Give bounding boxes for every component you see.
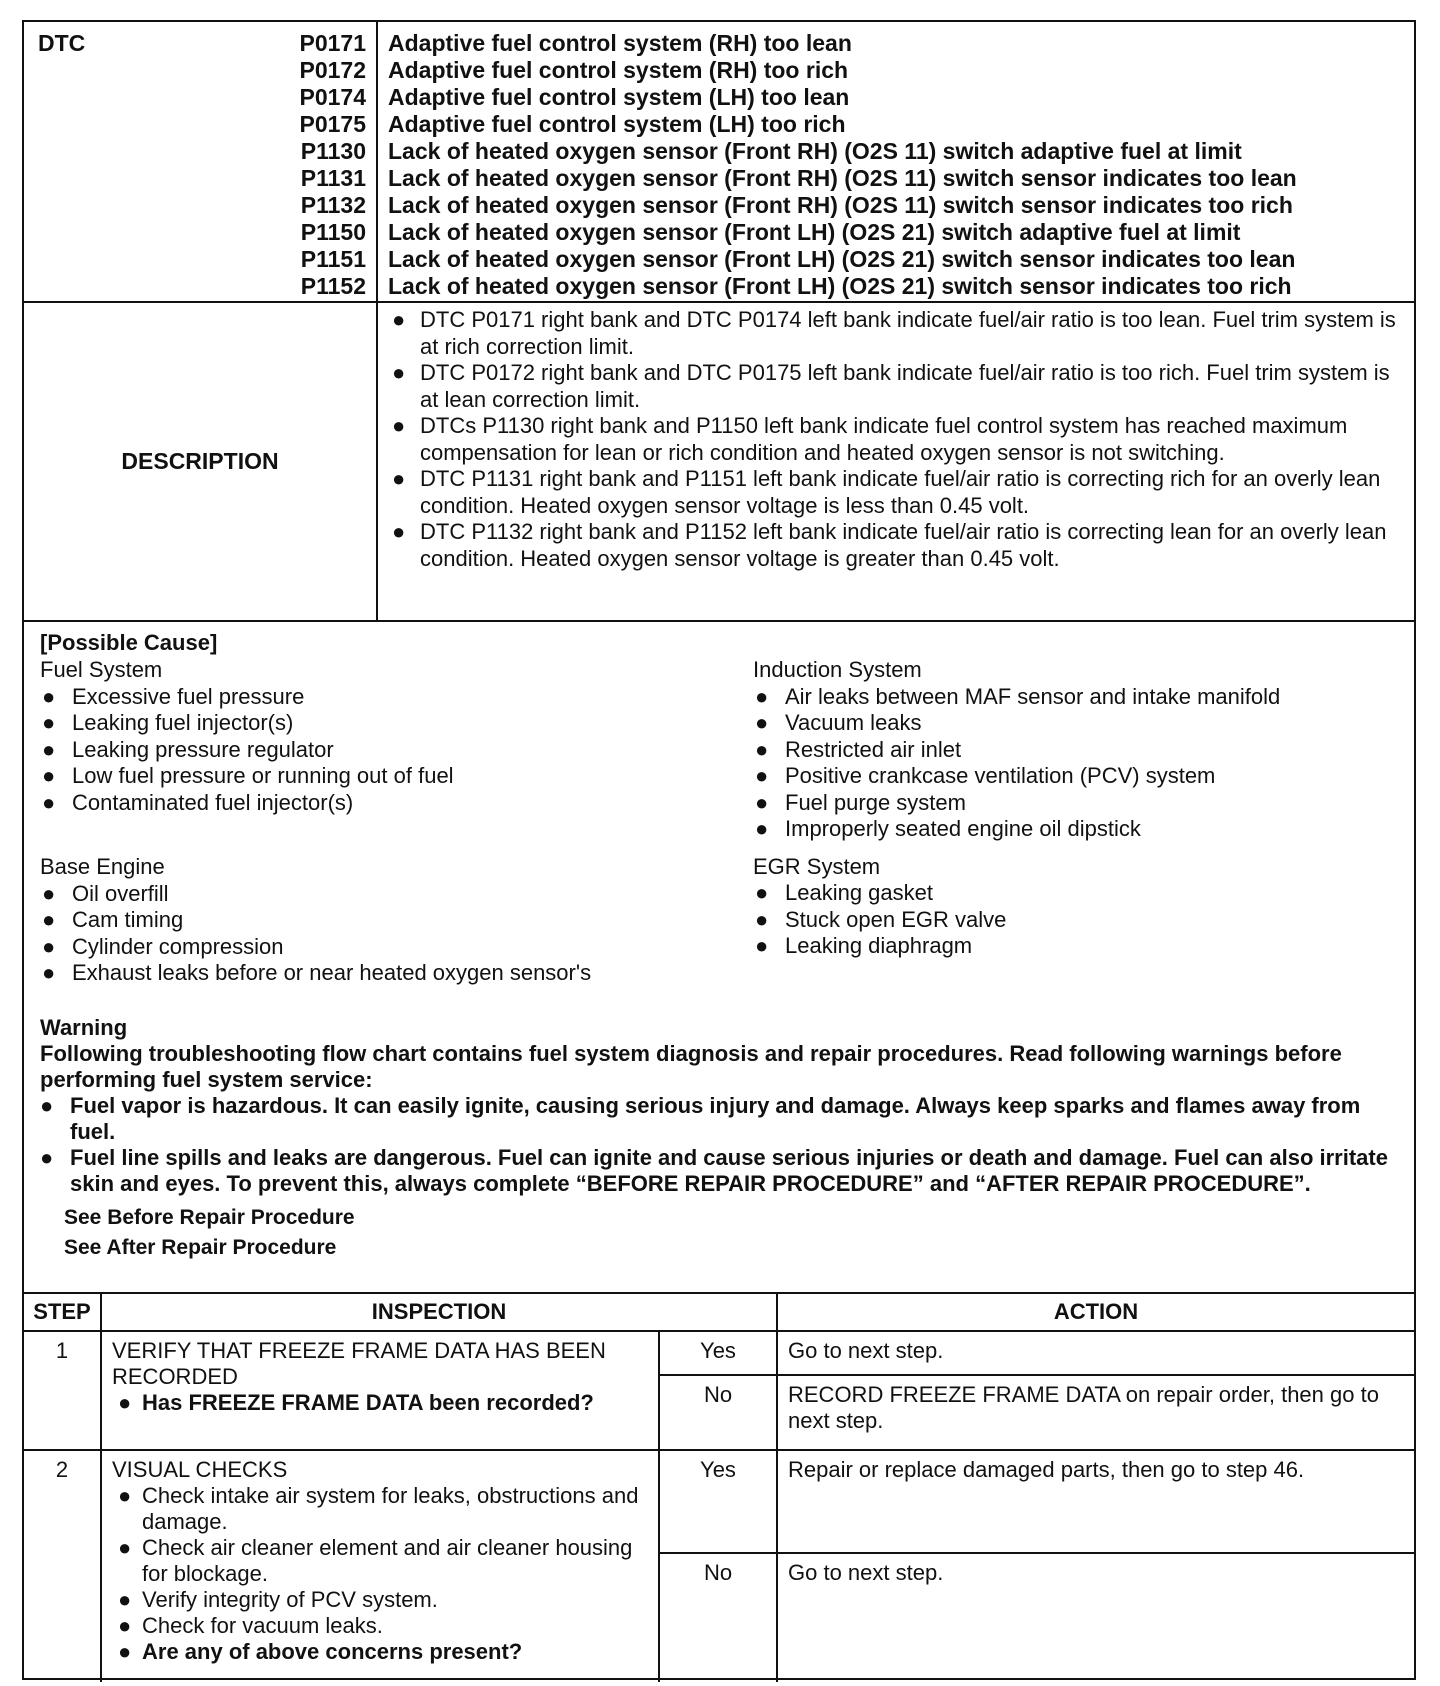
- bullet-icon: ●: [755, 880, 769, 905]
- list-item: [40, 934, 680, 961]
- bullet-icon: ●: [118, 1535, 132, 1560]
- list-item: [753, 907, 1393, 934]
- cause-text: Air leaks between MAF sensor and intake manifold: [785, 683, 1281, 709]
- list-item: [40, 790, 680, 817]
- cause-text: Stuck open EGR valve: [785, 906, 1007, 932]
- description-text: DTC P1131 right bank and P1151 left bank indicate fuel/air ratio is correcting rich for an overly lean condition. Heated oxygen sensor voltage is less than 0.45 volt.: [420, 466, 1381, 518]
- description-text: DTC P1132 right bank and P1152 left bank indicate fuel/air ratio is correcting lean for an overly lean condition. Heated oxygen sensor voltage is greater than 0.45 volt.: [420, 519, 1387, 571]
- bullet-icon: ●: [392, 413, 406, 438]
- warning-title: Warning: [40, 1015, 128, 1040]
- cause-group-base-engine: [40, 854, 680, 987]
- dtc-code: P1132: [300, 192, 366, 218]
- cause-text: Low fuel pressure or running out of fuel: [72, 763, 454, 788]
- no-action: Go to next step.: [776, 1552, 1414, 1682]
- dtc-code: P1152: [300, 273, 366, 299]
- dtc-label: DTC: [38, 30, 86, 56]
- cause-text: Leaking gasket: [785, 880, 933, 905]
- list-item: [753, 790, 1393, 817]
- cause-text: Restricted air inlet: [785, 736, 962, 762]
- bullet-icon: ●: [755, 789, 769, 815]
- list-item: [40, 1093, 1390, 1145]
- cause-text: Cam timing: [72, 907, 184, 932]
- dtc-code: P0171: [299, 30, 366, 56]
- bullet-icon: ●: [755, 816, 769, 841]
- no-label: No: [658, 1376, 776, 1451]
- description-text: DTC P0172 right bank and DTC P0175 left bank indicate fuel/air ratio is too rich. Fuel trim system is at lean correction limit.: [420, 360, 1390, 412]
- bullet-icon: ●: [40, 1093, 54, 1118]
- bullet-icon: ●: [42, 933, 56, 959]
- dtc-code-list: [224, 30, 366, 300]
- inspection-title: VERIFY THAT FREEZE FRAME DATA HAS BEEN RECORDED: [112, 1338, 606, 1389]
- bullet-icon: ●: [42, 710, 56, 735]
- list-item: [40, 763, 680, 790]
- list-item: [40, 684, 680, 711]
- dtc-text: Lack of heated oxygen sensor (Front LH) (O2S 21) switch sensor indicates too lean: [388, 246, 1296, 272]
- cause-text: Positive crankcase ventilation (PCV) system: [785, 763, 1216, 788]
- cause-text: Improperly seated engine oil dipstick: [785, 816, 1141, 841]
- dtc-text: Adaptive fuel control system (RH) too lean: [388, 30, 852, 56]
- check-text: Check for vacuum leaks.: [142, 1613, 383, 1638]
- bullet-icon: ●: [42, 880, 56, 906]
- check-text: Check air cleaner element and air cleaner housing for blockage.: [142, 1535, 633, 1586]
- cause-group-title: Induction System: [753, 657, 922, 682]
- bullet-icon: ●: [118, 1390, 132, 1415]
- inspection-cell: [100, 1332, 658, 1451]
- cause-group-title: Base Engine: [40, 854, 165, 879]
- warning-intro: Following troubleshooting flow chart contains fuel system diagnosis and repair procedures. Read following warnings before performing fuel system service:: [40, 1041, 1342, 1092]
- before-repair-procedure-link[interactable]: See Before Repair Procedure: [64, 1206, 355, 1229]
- yes-action: Repair or replace damaged parts, then go to step 46.: [776, 1451, 1414, 1552]
- description-list: [390, 307, 1402, 572]
- column-divider: [376, 22, 378, 301]
- no-label: No: [658, 1552, 776, 1682]
- bullet-icon: ●: [118, 1483, 132, 1508]
- possible-cause-section: [40, 630, 1400, 1310]
- list-item: [390, 519, 1402, 572]
- list-item: [753, 816, 1393, 843]
- list-item: [753, 763, 1393, 790]
- cause-text: Excessive fuel pressure: [72, 683, 305, 709]
- warning-text: Fuel line spills and leaks are dangerous. Fuel can ignite and cause serious injuries or death and damage. Fuel can also irritate skin and eyes. To prevent this, always complete “BEFORE REPAIR PROCEDURE” and “AFTER REPAIR PROCEDURE”.: [70, 1145, 1388, 1196]
- cause-column-right: [753, 657, 1393, 960]
- step-number: 2: [55, 1457, 69, 1482]
- bullet-icon: ●: [392, 307, 406, 332]
- list-item: [753, 933, 1393, 960]
- dtc-code: P1130: [300, 138, 366, 164]
- bullet-icon: ●: [392, 466, 406, 491]
- bullet-icon: ●: [42, 960, 56, 985]
- cause-group-title: Fuel System: [40, 657, 163, 682]
- question-text: Are any of above concerns present?: [142, 1639, 523, 1664]
- warning-text: Fuel vapor is hazardous. It can easily ignite, causing serious injury and damage. Always keep sparks and flames away from fuel.: [70, 1093, 1361, 1144]
- bullet-icon: ●: [392, 360, 406, 385]
- cause-text: Exhaust leaks before or near heated oxygen sensor's: [72, 960, 592, 985]
- list-item: [40, 881, 680, 908]
- cause-group-induction-system: [753, 657, 1393, 843]
- cause-text: Leaking diaphragm: [785, 933, 973, 958]
- inspection-check: [112, 1535, 648, 1587]
- cause-column-left: [40, 657, 680, 987]
- dtc-text: Lack of heated oxygen sensor (Front LH) (O2S 21) switch adaptive fuel at limit: [388, 219, 1241, 245]
- dtc-code: P1150: [300, 219, 366, 245]
- dtc-text: Adaptive fuel control system (LH) too rich: [388, 111, 846, 137]
- yes-action: Go to next step.: [776, 1332, 1414, 1376]
- dtc-text: Lack of heated oxygen sensor (Front LH) (O2S 21) switch sensor indicates too rich: [388, 273, 1292, 299]
- list-item: [753, 710, 1393, 737]
- dtc-code: P1151: [300, 246, 366, 272]
- cause-group-title: EGR System: [753, 853, 881, 879]
- no-action: RECORD FREEZE FRAME DATA on repair order, then go to next step.: [776, 1376, 1414, 1451]
- cause-text: Contaminated fuel injector(s): [72, 789, 354, 815]
- cause-text: Leaking pressure regulator: [72, 736, 334, 762]
- bullet-icon: ●: [755, 736, 769, 762]
- dtc-code: P1131: [300, 165, 366, 191]
- bullet-icon: ●: [42, 736, 56, 762]
- bullet-icon: ●: [392, 519, 406, 544]
- bullet-icon: ●: [755, 710, 769, 735]
- bullet-icon: ●: [40, 1145, 54, 1170]
- bullet-icon: ●: [42, 683, 56, 709]
- question-text: Has FREEZE FRAME DATA been recorded?: [142, 1390, 594, 1415]
- header-action: ACTION: [776, 1294, 1414, 1332]
- inspection-check: [112, 1613, 648, 1639]
- cause-text: Leaking fuel injector(s): [72, 710, 294, 735]
- dtc-text: Adaptive fuel control system (RH) too rich: [388, 57, 849, 83]
- header-step: STEP: [24, 1294, 100, 1332]
- inspection-cell: [100, 1451, 658, 1682]
- list-item: [390, 413, 1402, 466]
- dtc-text: Lack of heated oxygen sensor (Front RH) (O2S 11) switch sensor indicates too rich: [388, 192, 1293, 218]
- list-item: [390, 307, 1402, 360]
- list-item: [40, 710, 680, 737]
- list-item: [40, 960, 680, 987]
- yes-label: Yes: [658, 1332, 776, 1376]
- inspection-check: [112, 1483, 648, 1535]
- list-item: [40, 907, 680, 934]
- after-repair-procedure-link[interactable]: See After Repair Procedure: [64, 1236, 337, 1259]
- list-item: [40, 1145, 1390, 1197]
- bullet-icon: ●: [42, 789, 56, 815]
- step-number: 1: [24, 1332, 100, 1451]
- service-manual-page: [22, 20, 1416, 1680]
- description-section: [24, 303, 1414, 622]
- bullet-icon: ●: [118, 1613, 132, 1638]
- bullet-icon: ●: [118, 1639, 132, 1664]
- description-text: DTCs P1130 right bank and P1150 left bank indicate fuel control system has reached maximum compensation for lean or rich condition and heated oxygen sensor is not switching.: [420, 413, 1348, 465]
- bullet-icon: ●: [42, 907, 56, 932]
- list-item: [753, 737, 1393, 764]
- yes-label: Yes: [658, 1451, 776, 1552]
- cause-text: Fuel purge system: [785, 789, 966, 815]
- dtc-description-list: [388, 30, 1297, 300]
- list-item: [753, 880, 1393, 907]
- inspection-question: [112, 1639, 648, 1665]
- dtc-section: [24, 22, 1414, 303]
- bullet-icon: ●: [755, 683, 769, 709]
- list-item: [753, 684, 1393, 711]
- check-text: Verify integrity of PCV system.: [142, 1587, 438, 1612]
- cause-group-fuel-system: [40, 657, 680, 816]
- dtc-code: P0174: [299, 84, 366, 110]
- inspection-check: [112, 1587, 648, 1613]
- check-text: Check intake air system for leaks, obstructions and damage.: [142, 1483, 639, 1534]
- header-inspection: INSPECTION: [100, 1294, 776, 1332]
- bullet-icon: ●: [755, 933, 769, 958]
- bullet-icon: ●: [755, 906, 769, 932]
- dtc-text: Lack of heated oxygen sensor (Front RH) (O2S 11) switch sensor indicates too lean: [388, 165, 1297, 191]
- column-divider: [376, 303, 378, 620]
- inspection-title: VISUAL CHECKS: [112, 1457, 288, 1482]
- bullet-icon: ●: [42, 763, 56, 788]
- dtc-text: Adaptive fuel control system (LH) too lean: [388, 84, 850, 110]
- possible-cause-title: [Possible Cause]: [40, 630, 218, 655]
- list-item: [40, 737, 680, 764]
- list-item: [390, 466, 1402, 519]
- warning-block: [40, 1015, 1390, 1263]
- cause-text: Vacuum leaks: [785, 710, 922, 735]
- dtc-code: P0175: [299, 111, 366, 137]
- dtc-text: Lack of heated oxygen sensor (Front RH) (O2S 11) switch adaptive fuel at limit: [388, 138, 1242, 164]
- cause-text: Cylinder compression: [72, 933, 284, 959]
- dtc-code: P0172: [299, 57, 366, 83]
- description-text: DTC P0171 right bank and DTC P0174 left bank indicate fuel/air ratio is too lean. Fuel trim system is at rich correction limit.: [420, 307, 1396, 359]
- cause-group-egr-system: [753, 854, 1393, 960]
- bullet-icon: ●: [755, 763, 769, 788]
- cause-text: Oil overfill: [72, 880, 169, 906]
- list-item: [390, 360, 1402, 413]
- bullet-icon: ●: [118, 1587, 132, 1612]
- inspection-table: [24, 1292, 1414, 1682]
- inspection-question: [112, 1390, 648, 1416]
- description-label: DESCRIPTION: [121, 448, 279, 474]
